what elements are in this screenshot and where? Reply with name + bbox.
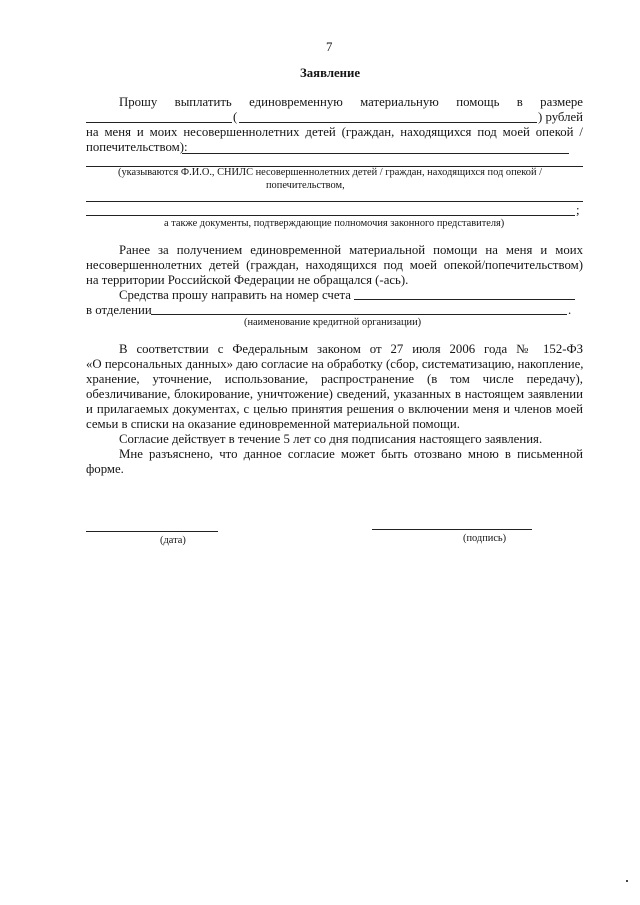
children-field-4[interactable] — [86, 215, 575, 216]
document-title: Заявление — [300, 66, 361, 80]
account-label: Средства прошу направить на номер счета — [119, 288, 351, 302]
signature-field[interactable] — [372, 529, 532, 530]
children-field-3[interactable] — [86, 201, 583, 202]
request-line-4: попечительством): — [86, 140, 188, 154]
rubles-label: ) рублей — [538, 110, 584, 124]
documents-hint: а также документы, подтверждающие полномочия законного представителя) — [164, 218, 505, 229]
branch-label: в отделении — [86, 303, 152, 317]
date-label: (дата) — [160, 535, 186, 546]
previous-request-line-1: Ранее за получением единовременной материальной помощи на меня и моих — [119, 243, 583, 257]
bank-branch-field[interactable] — [151, 314, 567, 315]
previous-request-line-3: на территории Российской Федерации не обращался (-ась). — [86, 273, 409, 287]
revoke-line-1: Мне разъяснено, что данное согласие может быть отозвано мною в письменной — [119, 447, 583, 461]
children-hint-2: попечительством, — [266, 180, 345, 191]
consent-line-4: обезличивание, блокирование, уничтожение) сведений, указанных в настоящем заявлении — [86, 387, 583, 401]
request-line-1: Прошу выплатить единовременную материальную помощь в размере — [119, 95, 583, 109]
account-number-field[interactable] — [354, 299, 575, 300]
request-line-3: на меня и моих несовершеннолетних детей (граждан, находящихся под моей опекой / — [86, 125, 583, 139]
amount-words-field[interactable] — [239, 122, 537, 123]
paren-open: ( — [233, 110, 238, 124]
page-number: 7 — [326, 40, 333, 54]
children-hint-1: (указываются Ф.И.О., СНИЛС несовершеннолетних детей / граждан, находящихся под опекой / — [118, 167, 543, 178]
revoke-line-2: форме. — [86, 462, 124, 476]
consent-line-6: семьи в списки на оказание единовременной материальной помощи. — [86, 417, 460, 431]
signature-label: (подпись) — [463, 533, 507, 544]
consent-line-5: и прилагаемых документах, с целью принятия решения о включении меня и членов моей — [86, 402, 583, 416]
consent-line-3: хранение, уточнение, использование, распространение (в том числе передачу), — [86, 372, 583, 386]
semicolon: ; — [576, 203, 580, 217]
bank-hint: (наименование кредитной организации) — [244, 317, 422, 328]
date-field[interactable] — [86, 531, 218, 532]
consent-line-1: В соответствии с Федеральным законом от 27 июля 2006 года № 152-ФЗ — [119, 342, 583, 356]
previous-request-line-2: несовершеннолетних детей (граждан, находящихся под моей опекой/попечительством) — [86, 258, 583, 272]
validity-text: Согласие действует в течение 5 лет со дня подписания настоящего заявления. — [119, 432, 543, 446]
amount-digits-field[interactable] — [86, 122, 232, 123]
scan-speck — [626, 880, 628, 882]
consent-line-2: «О персональных данных» даю согласие на обработку (сбор, систематизацию, накопление, — [86, 357, 584, 371]
branch-end-dot: . — [568, 303, 572, 317]
children-field-1[interactable] — [182, 153, 569, 154]
